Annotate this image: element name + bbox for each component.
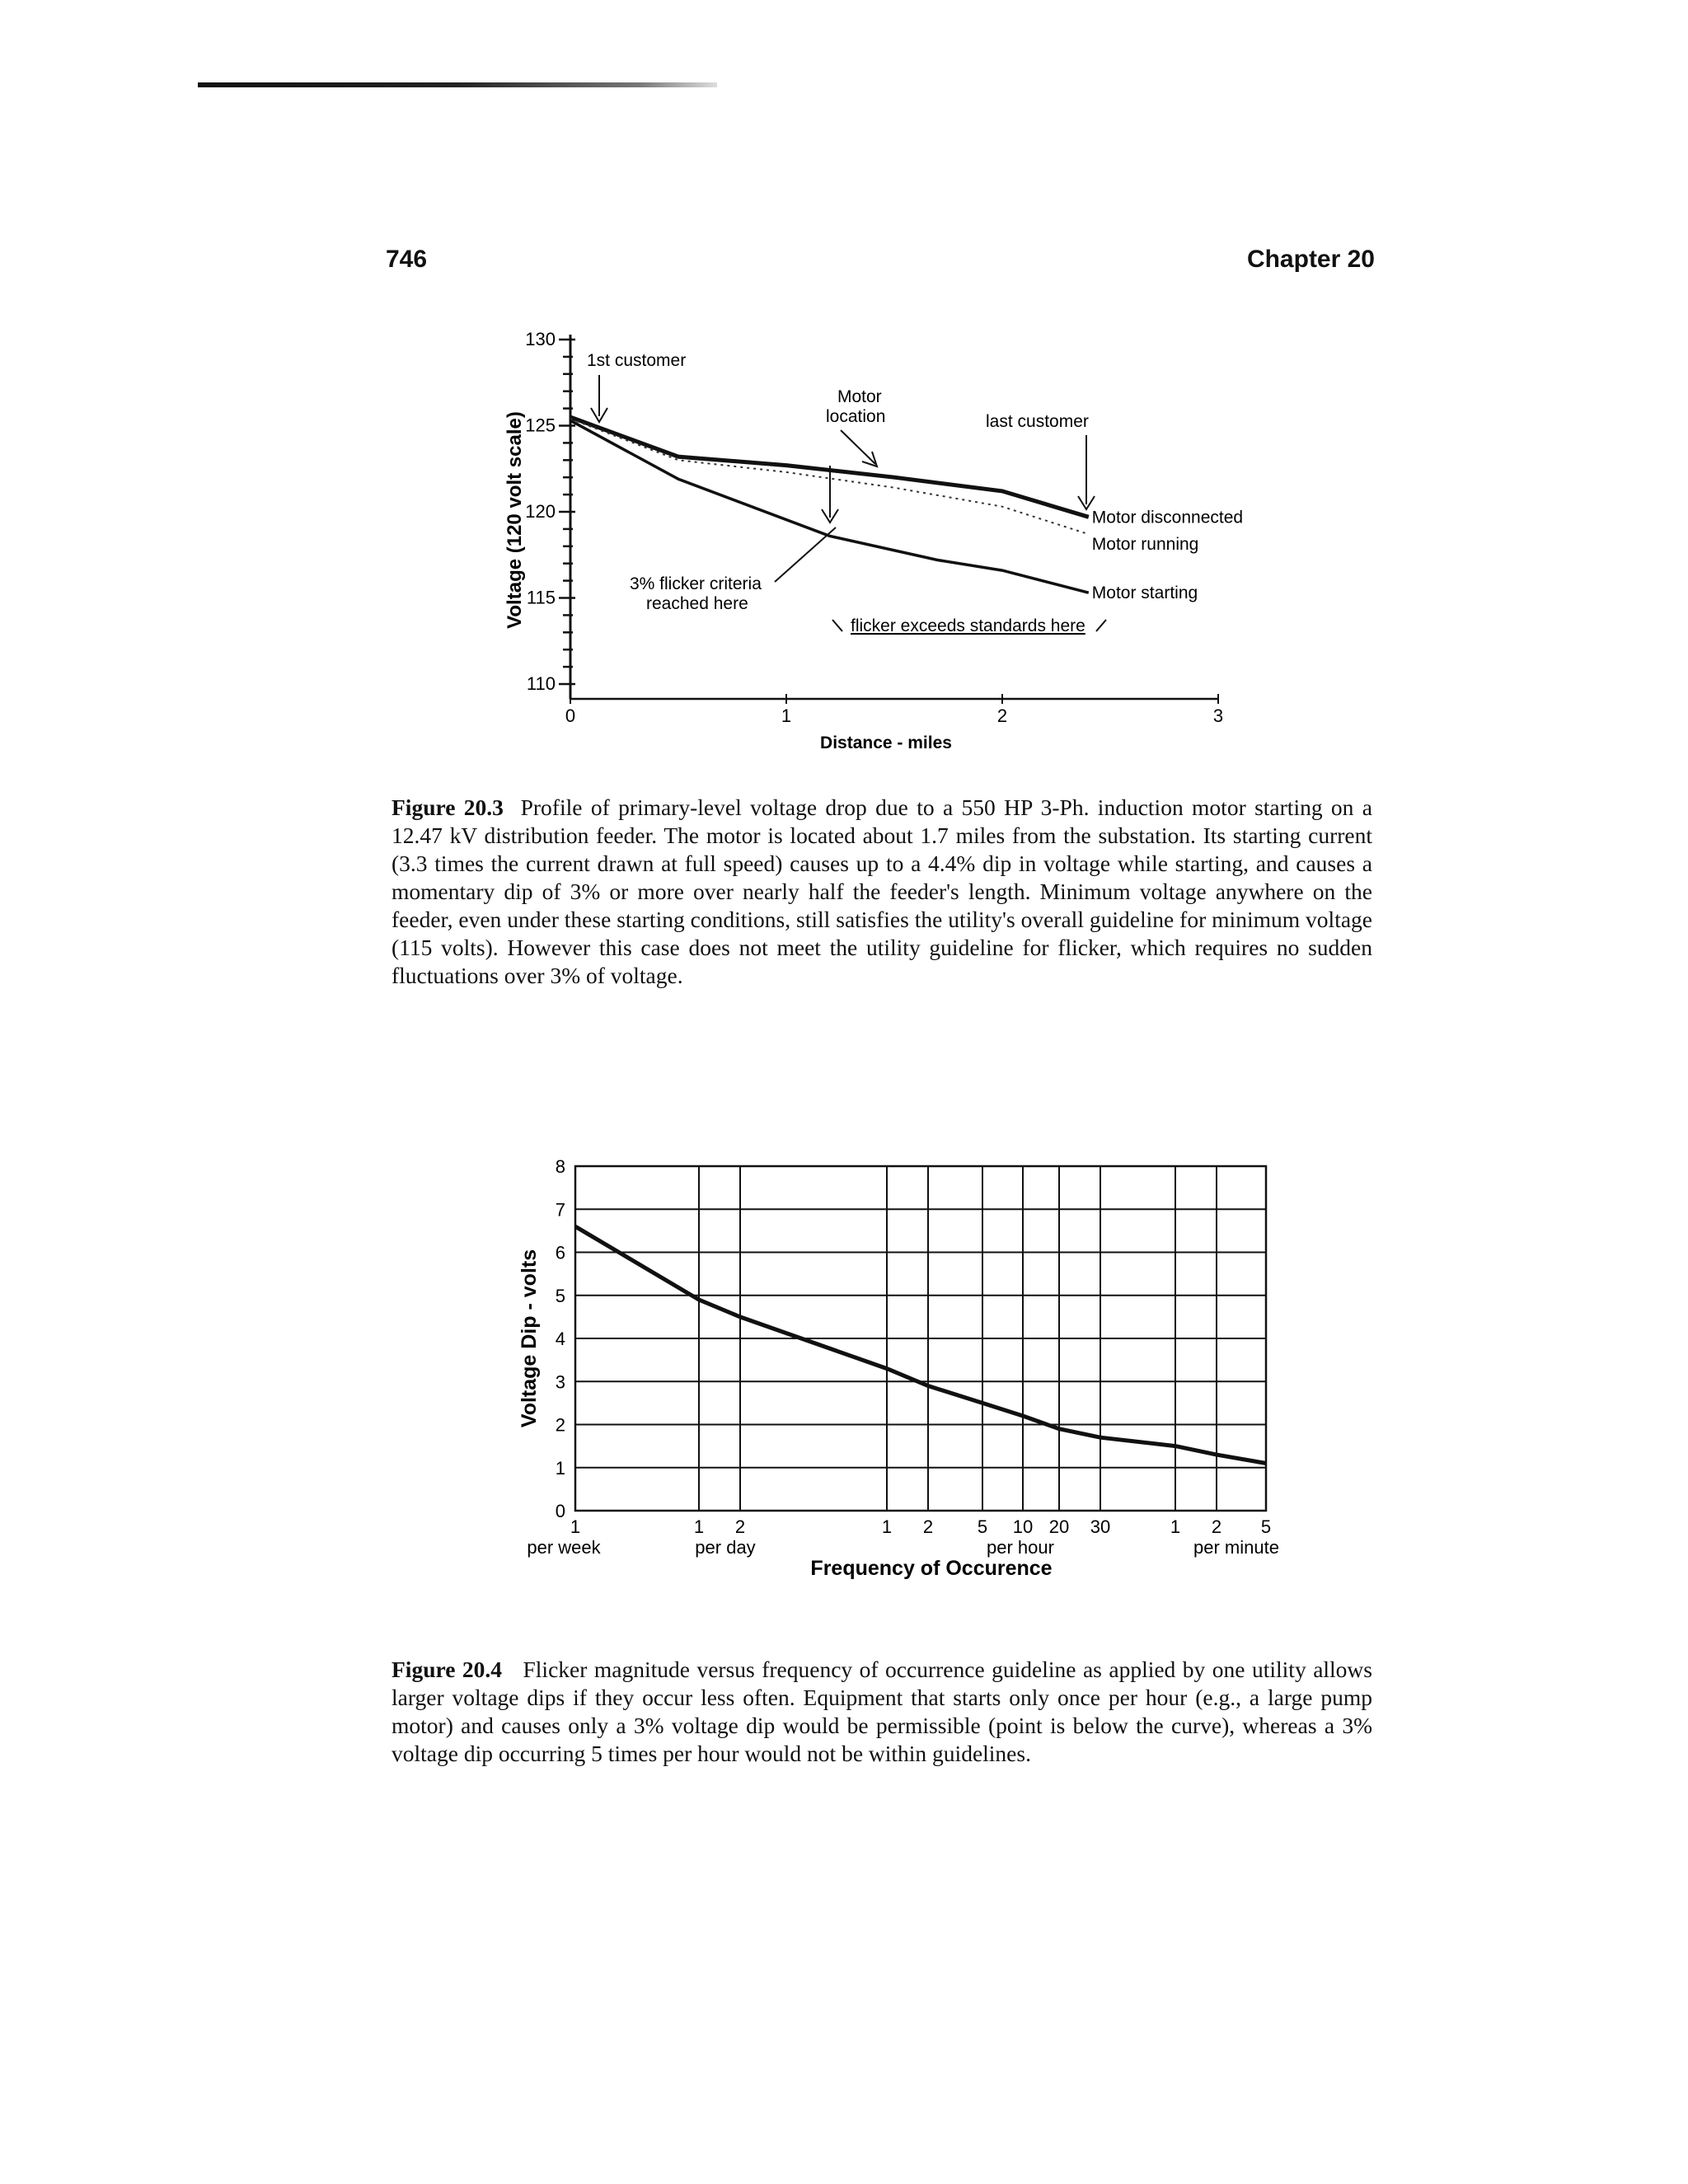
fig4-x-tick-label: 1 (881, 1516, 893, 1537)
fig4-x-tick-label: 1 (570, 1516, 581, 1537)
fig3-y-tick-label: 120 (525, 501, 556, 522)
fig4-y-tick-label: 6 (555, 1242, 565, 1263)
fig4-y-tick-label: 8 (555, 1156, 565, 1177)
fig3-x-tick-label: 1 (781, 705, 792, 726)
fig4-x-tick-label: 20 (1048, 1516, 1070, 1537)
fig4-y-tick-label: 1 (555, 1457, 565, 1479)
criteria-label-2: reached here (646, 594, 748, 613)
page-number: 746 (386, 246, 428, 273)
fig4-y-tick-label: 5 (555, 1285, 565, 1306)
fig4-y-axis-label: Voltage Dip - volts (518, 1249, 541, 1428)
motor-location-label-1: Motor (837, 387, 882, 406)
fig3-y-tick-label: 115 (526, 587, 556, 608)
figure-20-3-caption-text: Profile of primary-level voltage drop due to a 550 HP 3-Ph. induction motor starting on a 12.47 kV distribution feeder. The motor is located about 1.7 miles from the substation. Its starting current (3.3 times the current drawn at full speed) causes up to a 4.4% dip in voltage while starting, and causes a momentary dip of 3% or more over nearly half the feeder's length. Minimum voltage anywhere on the feeder, even under these starting conditions, still satisfies the utility's overall guideline for minimum voltage (115 volts). However this case does not meet the utility guideline for flicker, which requires no sudden fluctuations over 3% of voltage. (392, 794, 1373, 988)
fig3-y-tick-label: 130 (525, 329, 556, 349)
motor-location-label-2: location (826, 407, 886, 426)
figure-20-4-caption (392, 1656, 1372, 1768)
fig4-x-axis-label: Frequency of Occurence (810, 1557, 1053, 1580)
fig4-y-tick-label: 4 (555, 1329, 565, 1349)
fig4-x-tick-label: 1 (693, 1516, 705, 1537)
fig3-series-label: Motor starting (1091, 583, 1198, 603)
fig4-x-tick-label: 10 (1012, 1516, 1034, 1537)
fig4-x-tick-label: 2 (1211, 1516, 1222, 1537)
fig4-x-tick-label: 30 (1090, 1516, 1111, 1537)
figure-20-4-label: Figure 20.4 (392, 1657, 503, 1682)
fig4-x-tick-label: 2 (922, 1516, 934, 1537)
figure-20-3-label: Figure 20.3 (392, 794, 504, 820)
fig4-y-tick-label: 2 (555, 1414, 565, 1436)
fig3-y-tick-label: 110 (526, 673, 556, 694)
fig3-series-label: Motor disconnected (1091, 508, 1244, 527)
fig4-y-tick-label: 3 (555, 1371, 565, 1393)
fig4-x-tick-label: 5 (1260, 1516, 1272, 1537)
fig4-group-label: per week (527, 1537, 601, 1558)
fig4-grid (575, 1166, 1266, 1511)
fig3-x-tick-label: 3 (1212, 705, 1224, 726)
chapter-title: Chapter 20 (1246, 246, 1375, 273)
fig4-x-tick-label: 5 (977, 1516, 988, 1537)
fig4-y-tick-label: 7 (555, 1199, 565, 1221)
fig3-x-axis-label: Distance - miles (820, 733, 952, 752)
fig3-x-tick-label: 0 (565, 705, 576, 726)
fig3-y-axis-label: Voltage (120 volt scale) (504, 411, 526, 629)
flicker-exceeds-label: flicker exceeds standards here (851, 616, 1085, 635)
fig4-guideline-curve (575, 1226, 1266, 1463)
fig4-y-tick-label: 0 (555, 1501, 565, 1521)
fig4-group-label: per hour (987, 1537, 1054, 1558)
fig3-series-label: Motor running (1091, 535, 1199, 555)
fig4-x-tick-label: 1 (1170, 1516, 1181, 1537)
fig4-group-label: per day (695, 1537, 756, 1558)
fig4-group-label: per minute (1193, 1537, 1279, 1558)
fig4-labels (518, 1156, 1279, 1580)
fig3-x-tick-label: 2 (996, 705, 1008, 726)
fig4-x-tick-label: 2 (734, 1516, 746, 1537)
fig3-y-tick-label: 125 (525, 415, 556, 436)
last-customer-label: last customer (986, 412, 1089, 431)
fig4-series (575, 1226, 1266, 1463)
first-customer-label: 1st customer (587, 351, 687, 370)
figure-20-4-caption-text: Flicker magnitude versus frequency of occurrence guideline as applied by one utility allows larger voltage dips if they occur less often. Equipment that starts only once per hour (e.g., a large pump motor) and causes only a 3% voltage dip would be permissible (point is below the curve), whereas a 3% voltage dip occurring 5 times per hour would not be within guidelines. (392, 1657, 1372, 1766)
criteria-label-1: 3% flicker criteria (630, 574, 762, 593)
